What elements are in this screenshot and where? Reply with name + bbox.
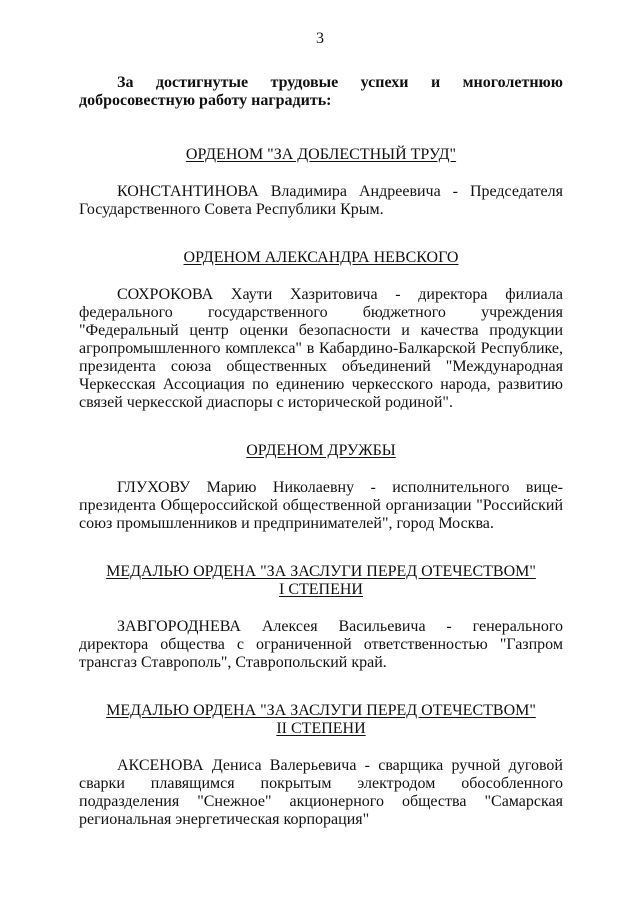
award-heading-degree: I СТЕПЕНИ [279,581,363,598]
award-heading [79,442,563,460]
recipient-text: КОНСТАНТИНОВА Владимира Андреевича - Председателя Государственного Совета Республики Крым. [79,183,563,218]
award-heading [79,146,563,164]
award-section-merit-medal-1 [79,563,563,672]
award-heading-degree: II СТЕПЕНИ [276,720,366,737]
award-heading [79,249,563,267]
decree-body [79,74,563,829]
award-heading-line: МЕДАЛЬЮ ОРДЕНА "ЗА ЗАСЛУГИ ПЕРЕД ОТЕЧЕСТВОМ" [106,563,536,580]
page-number: 3 [316,30,324,47]
recipient-text: ГЛУХОВУ Марию Николаевну - исполнительного вице-президента Общероссийской общественной организации "Российский союз промышленников и предпринимателей", город Москва. [79,479,563,532]
award-heading-line: ОРДЕНОМ АЛЕКСАНДРА НЕВСКОГО [183,249,459,266]
award-section-friendship [79,442,563,533]
award-intro: За достигнутые трудовые успехи и многолетнюю добросовестную работу наградить: [79,74,563,109]
recipient-text: ЗАВГОРОДНЕВА Алексея Васильевича - генерального директора общества с ограниченной ответственностью "Газпром трансгаз Ставрополь", Ставропольский край. [79,618,563,671]
award-heading-line: ОРДЕНОМ ДРУЖБЫ [246,442,396,459]
award-heading-line: МЕДАЛЬЮ ОРДЕНА "ЗА ЗАСЛУГИ ПЕРЕД ОТЕЧЕСТВОМ" [106,702,536,719]
award-heading [79,702,563,738]
award-section-merit-medal-2 [79,702,563,829]
award-section-alexander-nevsky [79,249,563,412]
award-heading-line: ОРДЕНОМ "ЗА ДОБЛЕСТНЫЙ ТРУД" [185,146,457,163]
award-section-valiant-labour [79,146,563,219]
award-heading [79,563,563,599]
recipient-text: АКСЕНОВА Дениса Валерьевича - сварщика ручной дуговой сварки плавящимся покрытым электродом обособленного подразделения "Снежное" акционерного общества "Самарская региональная энергетическая корпорация" [79,757,563,828]
recipient-text: СОХРОКОВА Хаути Хазритовича - директора филиала федерального государственного бюджетного учреждения "Федеральный центр оценки безопасности и качества продукции агропромышленного комплекса" в Кабардино-Балкарской Республике, президента союза общественных объединений "Международная Черкесская Ассоциация по единению черкесского народа, развитию связей черкесской диаспоры с исторической родиной". [79,286,563,411]
